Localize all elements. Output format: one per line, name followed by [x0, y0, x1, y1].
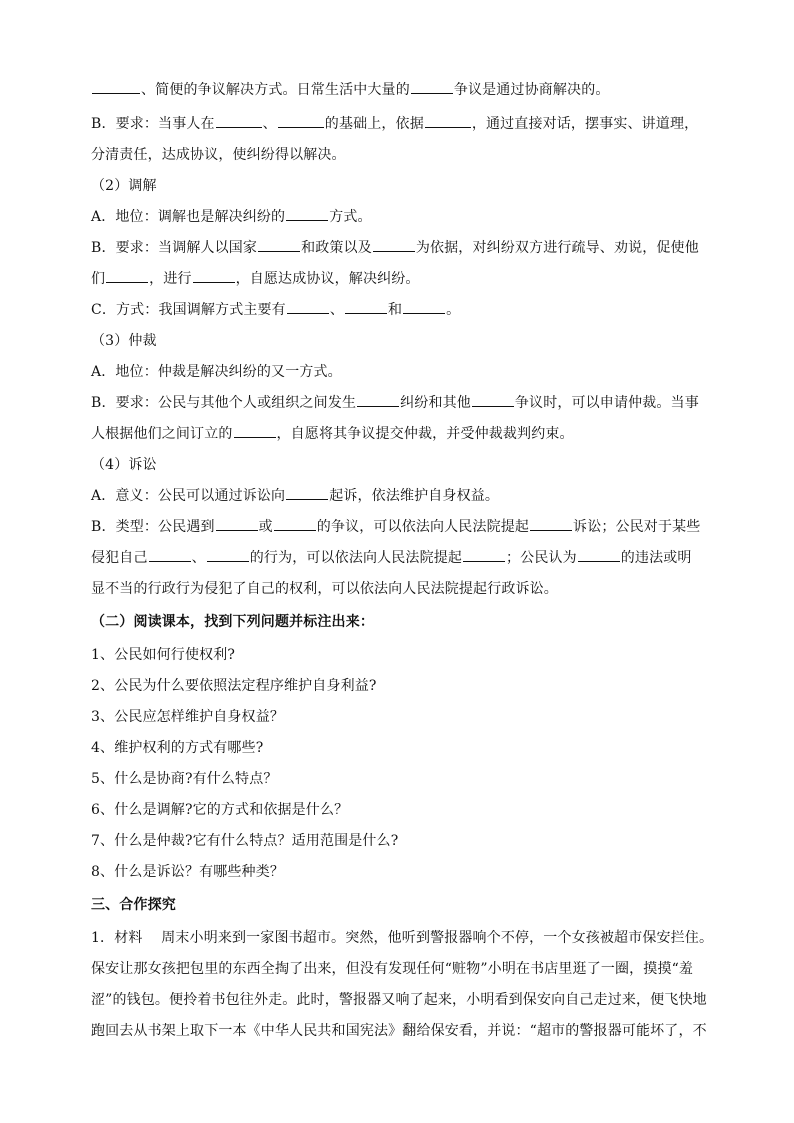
answer-blank: [425, 114, 471, 128]
section-heading: （2）调解: [91, 178, 157, 194]
text-line: B．要求：当事人在 、 的基础上，依据 ，通过直接对话，摆事实、讲道理，: [91, 116, 699, 132]
text-line: 涩”的钱包。便拎着书包往外走。此时，警报器又响了起来，小明看到保安向自己走过来，便飞快地: [91, 992, 707, 1008]
answer-blank: [216, 517, 258, 531]
text-line: B．要求：当调解人以国家 和政策以及 为依据，对纠纷双方进行疏导、劝说，促使他: [91, 240, 699, 256]
question-item: 2、公民为什么要依照法定程序维护自身利益?: [91, 678, 377, 694]
text-line: B．要求：公民与其他个人或组织之间发生 纠纷和其他 争议时，可以申请仲裁。当事: [91, 395, 699, 411]
text-line: B．类型：公民遇到 或 的争议，可以依法向人民法院提起 诉讼；公民对于某些: [91, 519, 701, 535]
answer-blank: [287, 300, 329, 314]
answer-blank: [373, 238, 415, 252]
text-line: 跑回去从书架上取下一本《中华人民共和国宪法》翻给保安看，并说：“超市的警报器可能坏了，不: [91, 1023, 707, 1039]
answer-blank: [411, 80, 453, 94]
text-line: A．意义：公民可以通过诉讼向 起诉，依法维护自身权益。: [91, 488, 500, 504]
section-heading: （4）诉讼: [91, 457, 157, 473]
text-line: A．地位：调解也是解决纠纷的 方式。: [91, 209, 372, 225]
answer-blank: [472, 393, 514, 407]
text-line: 、简便的争议解决方式。日常生活中大量的 争议是通过协商解决的。: [91, 80, 711, 100]
answer-blank: [207, 548, 249, 562]
answer-blank: [463, 548, 505, 562]
question-item: 7、什么是仲裁?它有什么特点？适用范围是什么?: [91, 833, 399, 849]
text-line: 们 ，进行 ，自愿达成协议，解决纠纷。: [91, 271, 420, 287]
question-item: 3、公民应怎样维护自身权益？: [91, 709, 285, 725]
text-line: 保安让那女孩把包里的东西全掏了出来，但没有发现任何“赃物”小明在书店里逛了一圈，摸摸“羞: [91, 961, 694, 977]
question-item: 1、公民如何行使权利?: [91, 647, 236, 663]
text-line: A．地位：仲裁是解决纠纷的又一方式。: [91, 364, 342, 380]
answer-blank: [403, 300, 445, 314]
answer-blank: [234, 424, 276, 438]
answer-blank: [258, 238, 300, 252]
answer-blank: [530, 517, 572, 531]
answer-blank: [92, 80, 140, 94]
text-line: C．方式：我国调解方式主要有 、 和 。: [91, 302, 461, 318]
text-line: 分清责任，达成协议，使纠纷得以解决。: [91, 147, 346, 163]
answer-blank: [274, 517, 316, 531]
text-line: 显不当的行政行为侵犯了自己的权利，可以依法向人民法院提起行政诉讼。: [91, 581, 558, 597]
answer-blank: [149, 548, 191, 562]
answer-blank: [578, 548, 620, 562]
answer-blank: [216, 114, 262, 128]
question-item: 5、什么是协商?有什么特点？: [91, 771, 278, 787]
question-item: 4、维护权利的方式有哪些?: [91, 740, 264, 756]
answer-blank: [106, 269, 148, 283]
answer-blank: [286, 486, 328, 500]
section-heading: 三、合作探究: [91, 897, 176, 913]
answer-blank: [193, 269, 235, 283]
section-heading: （3）仲裁: [91, 333, 157, 349]
text-line: 人根据他们之间订立的 ，自愿将其争议提交仲裁，并受仲裁裁判约束。: [91, 426, 574, 442]
text-line: 侵犯自己 、 的行为，可以依法向人民法院提起 ；公民认为 的违法或明: [91, 550, 692, 566]
answer-blank: [278, 114, 324, 128]
question-item: 6、什么是调解?它的方式和依据是什么？: [91, 802, 349, 818]
answer-blank: [357, 393, 399, 407]
answer-blank: [286, 207, 328, 221]
section-heading: （二）阅读课本，找到下列问题并标注出来：: [91, 614, 374, 630]
text-line: 1．材料 周末小明来到一家图书超市。突然，他听到警报器响个不停，一个女孩被超市保安拦住。: [91, 930, 714, 946]
answer-blank: [345, 300, 387, 314]
question-item: 8、什么是诉讼？有哪些种类？: [91, 864, 285, 880]
